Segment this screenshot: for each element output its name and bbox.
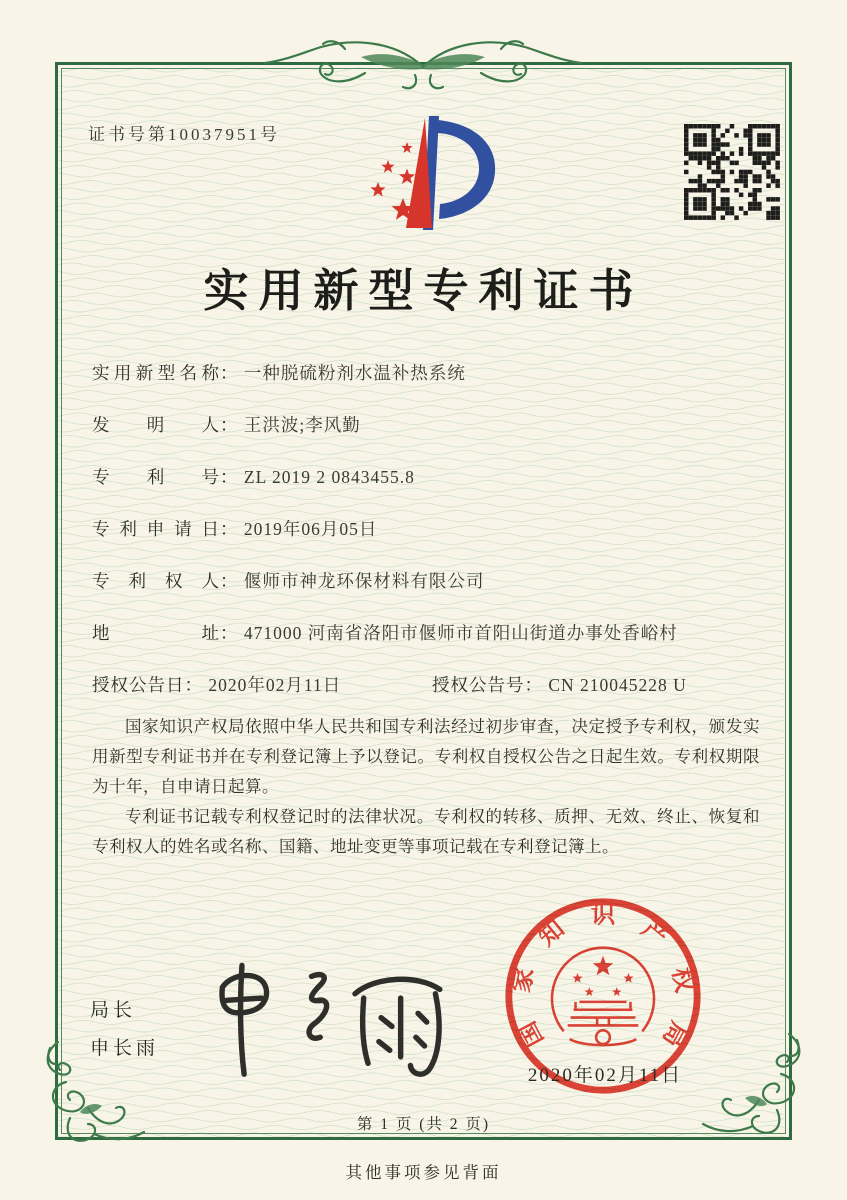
field-list <box>92 360 762 672</box>
seal-date: 2020年02月11日 <box>527 1065 683 1086</box>
field-row-inventor <box>92 412 762 464</box>
field-row-patent-no <box>92 464 762 516</box>
certificate-number: 证书号第10037951号 <box>88 125 280 144</box>
svg-text:产: 产 <box>636 915 673 952</box>
colon: ： <box>220 363 239 383</box>
svg-text:家: 家 <box>507 965 540 995</box>
field-row-name <box>92 360 762 412</box>
field-label: 实用新型名称 <box>92 363 220 383</box>
director-title: 局长 <box>90 1000 137 1021</box>
colon: ： <box>524 675 543 695</box>
field-label: 地址 <box>92 623 220 643</box>
field-value: 王洪波;李风勤 <box>243 415 361 435</box>
colon: ： <box>220 519 239 539</box>
grant-row <box>92 672 762 697</box>
colon: ： <box>220 467 239 487</box>
field-value: ZL 2019 2 0843455.8 <box>243 467 415 487</box>
field-label: 专利号 <box>92 467 220 487</box>
grant-number-label: 授权公告号 <box>432 675 525 695</box>
svg-text:权: 权 <box>666 965 699 995</box>
field-value: 2019年06月05日 <box>243 519 378 539</box>
svg-text:国: 国 <box>513 1016 550 1052</box>
field-row-filing-date <box>92 516 762 568</box>
svg-text:知: 知 <box>533 915 570 952</box>
handwritten-signature <box>205 948 455 1083</box>
body-paragraph: 国家知识产权局依照中华人民共和国专利法经过初步审查，决定授予专利权，颁发实用新型专利证书并在专利登记簿上予以登记。专利权自授权公告之日起生效。专利权期限为十年，自申请日起算。 <box>92 717 760 797</box>
colon: ： <box>220 571 239 591</box>
legal-text <box>92 712 760 862</box>
grant-number-value: CN 210045228 U <box>548 675 687 695</box>
flourish-ornament-top <box>263 27 583 97</box>
field-value: 偃师市神龙环保材料有限公司 <box>243 571 485 591</box>
svg-text:识: 识 <box>590 901 616 929</box>
cnipa-logo-icon <box>344 110 504 238</box>
body-paragraph: 专利证书记载专利权登记时的法律状况。专利权的转移、质押、无效、终止、恢复和专利权人的姓名或名称、国籍、地址变更等事项记载在专利登记簿上。 <box>92 807 760 857</box>
field-label: 专利权人 <box>92 571 220 591</box>
field-label: 发明人 <box>92 415 220 435</box>
colon: ： <box>220 623 239 643</box>
svg-text:局: 局 <box>656 1016 693 1052</box>
field-value: 一种脱硫粉剂水温补热系统 <box>243 363 466 383</box>
grant-date-label: 授权公告日 <box>92 675 185 695</box>
colon: ： <box>220 415 239 435</box>
field-value: 471000 河南省洛阳市偃师市首阳山街道办事处香峪村 <box>243 623 678 643</box>
field-row-address <box>92 620 762 672</box>
qr-code <box>684 124 780 220</box>
field-row-patentee <box>92 568 762 620</box>
page-indicator: 第 1 页 (共 2 页) <box>356 1116 491 1133</box>
back-note: 其他事项参见背面 <box>345 1163 502 1182</box>
page-title: 实用新型专利证书 <box>203 266 644 316</box>
colon: ： <box>184 675 203 695</box>
director-name: 申长雨 <box>90 1038 160 1059</box>
grant-date-value: 2020年02月11日 <box>208 675 342 695</box>
field-label: 专利申请日 <box>92 519 220 539</box>
